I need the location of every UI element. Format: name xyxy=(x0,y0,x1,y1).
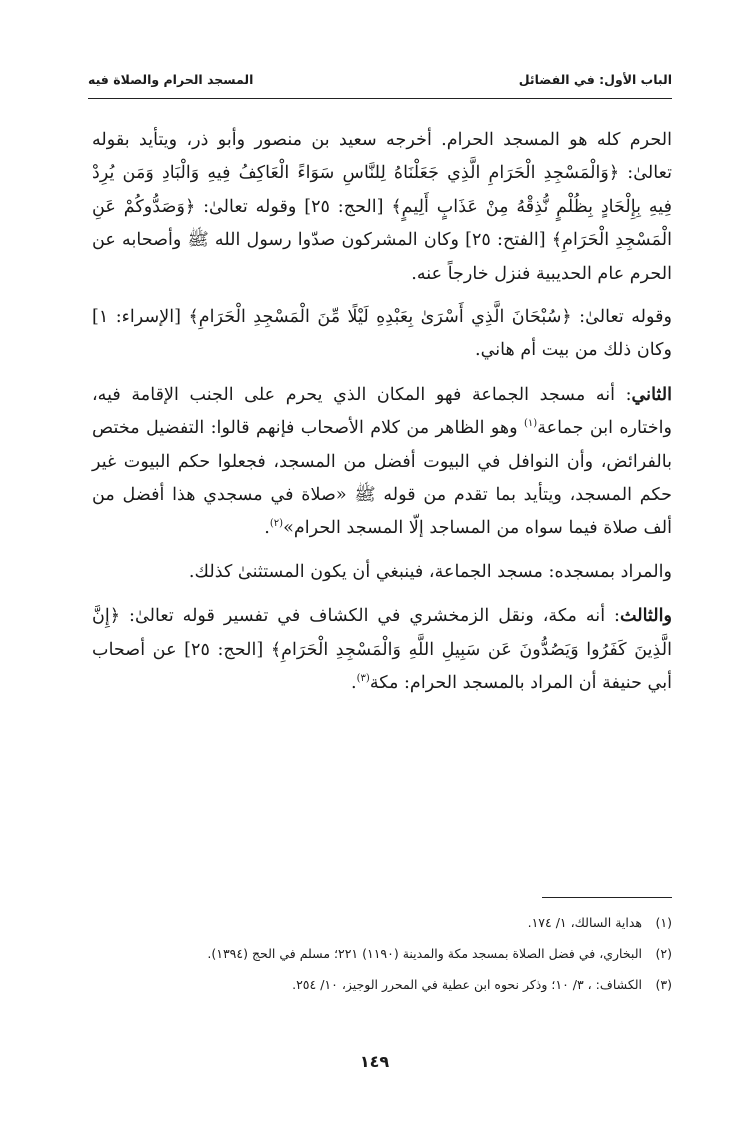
paragraph-text: : أنه مسجد الجماعة فهو المكان الذي يحرم على الجنب الإقامة فيه، واختاره ابن جماعة xyxy=(92,384,672,439)
paragraph-text: [الحج: ٢٥] وقوله تعالىٰ: xyxy=(195,196,392,217)
footnote-ref[interactable]: (٢) xyxy=(269,518,284,530)
paragraph-5 xyxy=(92,599,672,700)
paragraph-text: الحرم كله هو المسجد الحرام. أخرجه سعيد بن منصور وأبو ذر، ويتأيد بقوله تعالىٰ: xyxy=(92,130,672,184)
footnote-text: هداية السالك، ١/ ١٧٤. xyxy=(527,915,642,930)
header-section-title: المسجد الحرام والصلاة فيه xyxy=(88,71,254,87)
paragraph-text: [الفتح: ٢٥] وكان المشركون صدّوا رسول الله ﷺ وأصحابه عن الحرم عام الحديبية فنزل خارجاً عنه. xyxy=(92,230,672,284)
footnote-item xyxy=(92,941,672,966)
paragraph-text: وقوله تعالىٰ: xyxy=(571,307,673,328)
quran-verse: ﴿إِنَّ الَّذِينَ كَفَرُوا وَيَصُدُّونَ عَن سَبِيلِ اللَّهِ وَالْمَسْجِدِ الْحَرَامِ﴾ xyxy=(92,606,672,660)
quran-verse: ﴿سُبْحَانَ الَّذِي أَسْرَىٰ بِعَبْدِهِ لَيْلًا مِّنَ الْمَسْجِدِ الْحَرَامِ﴾ xyxy=(188,307,572,328)
header-divider xyxy=(88,98,672,99)
paragraph-1 xyxy=(92,124,672,291)
footnotes xyxy=(92,910,672,1003)
footnote-number: (١) xyxy=(655,915,672,930)
paragraph-lead: الثاني xyxy=(631,383,672,405)
paragraph-text: [الحج: ٢٥] عن أصحاب أبي حنيفة أن المراد بالمسجد الحرام: مكة xyxy=(92,639,672,694)
paragraph-2 xyxy=(92,301,672,368)
footnote-item xyxy=(92,972,672,997)
footnote-text: الكشاف: ، ٣/ ١٠؛ وذكر نحوه ابن عطية في المحرر الوجيز، ١٠/ ٢٥٤. xyxy=(292,977,642,992)
paragraph-text: . xyxy=(264,518,270,539)
paragraph-lead: والثالث xyxy=(619,605,672,627)
paragraph-text: والمراد بمسجده: مسجد الجماعة، فينبغي أن يكون المستثنىٰ كذلك. xyxy=(188,561,672,582)
footnote-divider xyxy=(542,897,672,898)
footnote-item xyxy=(92,910,672,935)
paragraph-text: [الإسراء: ١] وكان ذلك من بيت أم هاني. xyxy=(92,307,672,361)
footnote-text: البخاري، في فضل الصلاة بمسجد مكة والمدينة (١١٩٠) ٢٢١؛ مسلم في الحج (١٣٩٤). xyxy=(207,946,642,961)
quran-verse: ﴿وَصَدُّوكُمْ عَنِ الْمَسْجِدِ الْحَرَامِ﴾ xyxy=(92,196,673,251)
paragraph-text: وهو الظاهر من كلام الأصحاب فإنهم قالوا: التفضيل مختص بالفرائض، وأن النوافل في البيوت أفضل من المسجد، فجعلوا حكم البيوت غير حكم المسجد، ويتأيد بما تقدم من قوله ﷺ «صلاة في مسجدي هذا أفضل من ألف صلاة فيما سواه من المساجد إلّا المسجد الحرام» xyxy=(92,418,672,539)
paragraph-3 xyxy=(92,378,672,546)
paragraph-text: . xyxy=(351,673,357,694)
footnote-ref[interactable]: (٣) xyxy=(356,673,370,685)
main-text xyxy=(92,124,672,701)
footnote-number: (٣) xyxy=(655,977,672,992)
running-header xyxy=(88,62,672,96)
footnote-ref[interactable]: (١) xyxy=(524,418,538,430)
page-number: ١٤٩ xyxy=(359,1052,390,1071)
quran-verse: ﴿وَالْمَسْجِدِ الْحَرَامِ الَّذِي جَعَلْنَاهُ لِلنَّاسِ سَوَاءً الْعَاكِفُ فِيهِ وَالْبَادِ وَمَن يُرِدْ فِيهِ بِإِلْحَادٍ بِظُلْمٍ نُّذِقْهُ مِنْ عَذَابٍ أَلِيمٍ﴾ xyxy=(92,163,672,217)
header-chapter-title: الباب الأول: في الفضائل xyxy=(518,71,672,87)
paragraph-text: : أنه مكة، ونقل الزمخشري في الكشاف في تفسير قوله تعالىٰ: xyxy=(120,606,620,627)
footnote-number: (٢) xyxy=(655,946,672,961)
paragraph-4 xyxy=(92,556,672,589)
